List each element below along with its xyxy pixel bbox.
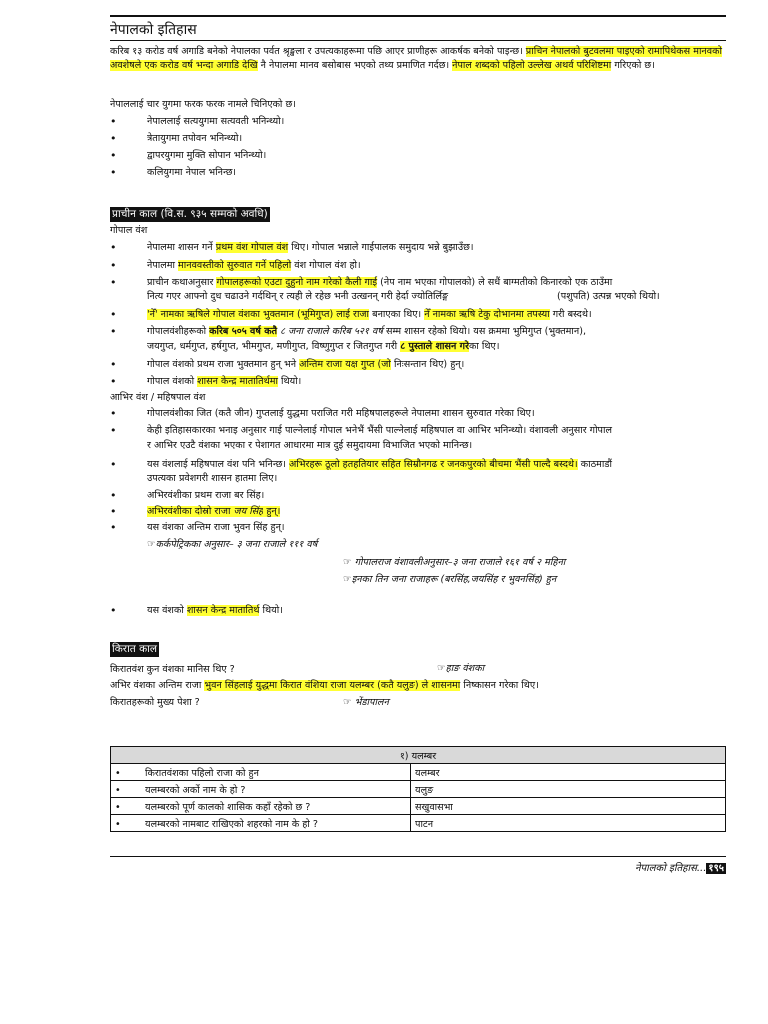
intro-yuga-line: नेपाललाई चार युगमा फरक फरक नामले चिनिएको छ।	[110, 99, 296, 110]
kirat-paragraph: अभिर वंशका अन्तिम राजा भुवन सिंहलाई युद्धमा किरात वंशिया राजा यलम्बर (कतै यलुङ) ले शासनमा निष्कासन गरेका थिए।	[110, 680, 539, 691]
kirat-question-3: किरातहरूको मुख्य पेशा ?	[110, 697, 200, 708]
table-cell-answer: यलुङ	[411, 781, 726, 798]
subheading-abhir: आभिर वंश / महिषपाल वंश	[110, 392, 206, 403]
note-gopalraj: ☞ गोपालराज वंशावलीअनुसार–३ जना राजाले १६१ वर्ष २ महिना	[343, 557, 566, 568]
table-cell-answer: यलम्बर	[411, 764, 726, 781]
kirat-answer-3: ☞ भेंडापालन	[343, 697, 389, 708]
footer-rule	[110, 856, 726, 857]
table-row	[111, 815, 726, 832]
section-heading-kirat: किरात काल	[112, 643, 158, 655]
table-cell-question: • किरातवंशका पहिलो राजा को हुन	[111, 764, 411, 781]
table-cell-answer: सखुवासभा	[411, 798, 726, 815]
top-rule	[110, 15, 726, 17]
table-cell-question: • यलम्बरको नामबाट राखिएको शहरको नाम के हो ?	[111, 815, 411, 832]
table-row	[111, 798, 726, 815]
table-cell-answer: पाटन	[411, 815, 726, 832]
note-kirkpatrick: ☞कर्कपेट्रिकका अनुसार– ३ जना राजाले १११ वर्ष	[147, 539, 318, 550]
section-heading-ancient: प्राचीन काल (वि.स. ९३५ सम्मको अवधि)	[112, 208, 268, 220]
table-cell-question: • यलम्बरको पूर्ण कालको शासिक कहाँ रहेको छ ?	[111, 798, 411, 815]
page-footer	[635, 860, 726, 874]
table-cell-question: • यलम्बरको अर्को नाम के हो ?	[111, 781, 411, 798]
page-number: १९५	[708, 863, 724, 874]
page-title: नेपालको इतिहास	[110, 22, 197, 38]
table-row	[111, 764, 726, 781]
subheading-gopal: गोपाल वंश	[110, 225, 148, 236]
table-row	[111, 781, 726, 798]
note-three-kings: ☞इनका तिन जना राजाहरू (बरसिंह,जयसिंह र भुवनसिंह) हुन	[343, 574, 557, 585]
intro-paragraph: करिब १३ करोड वर्ष अगाडि बनेको नेपालका पर्वत श्रृङ्खला र उपत्यकाहरूमा पछि आएर प्राणीहरू आकर्षक बनेको पाइन्छ। प्राचिन नेपालको बुटवलमा पाइएको रामापिथेकस मानवको अवशेषले एक करोड वर्ष भन्दा अगाडि देखि नै नेपालमा मानव बसोबास भएको तथ्य प्रमाणित गर्दछ। नेपाल शब्दको पहिलो उल्लेख अथर्व परिशिष्टमा गरिएको छ।	[110, 46, 722, 71]
title-rule	[110, 40, 726, 41]
table-header-row	[111, 747, 726, 764]
kirat-answer-1: ☞हाङ वंशका	[437, 663, 485, 674]
footer-label: नेपालको इतिहास...	[634, 863, 707, 874]
kirat-question-1: किरातवंश कुन वंशका मानिस थिए ?	[110, 664, 235, 675]
qa-table	[110, 746, 726, 832]
table-header: १) यलम्बर	[111, 747, 726, 764]
